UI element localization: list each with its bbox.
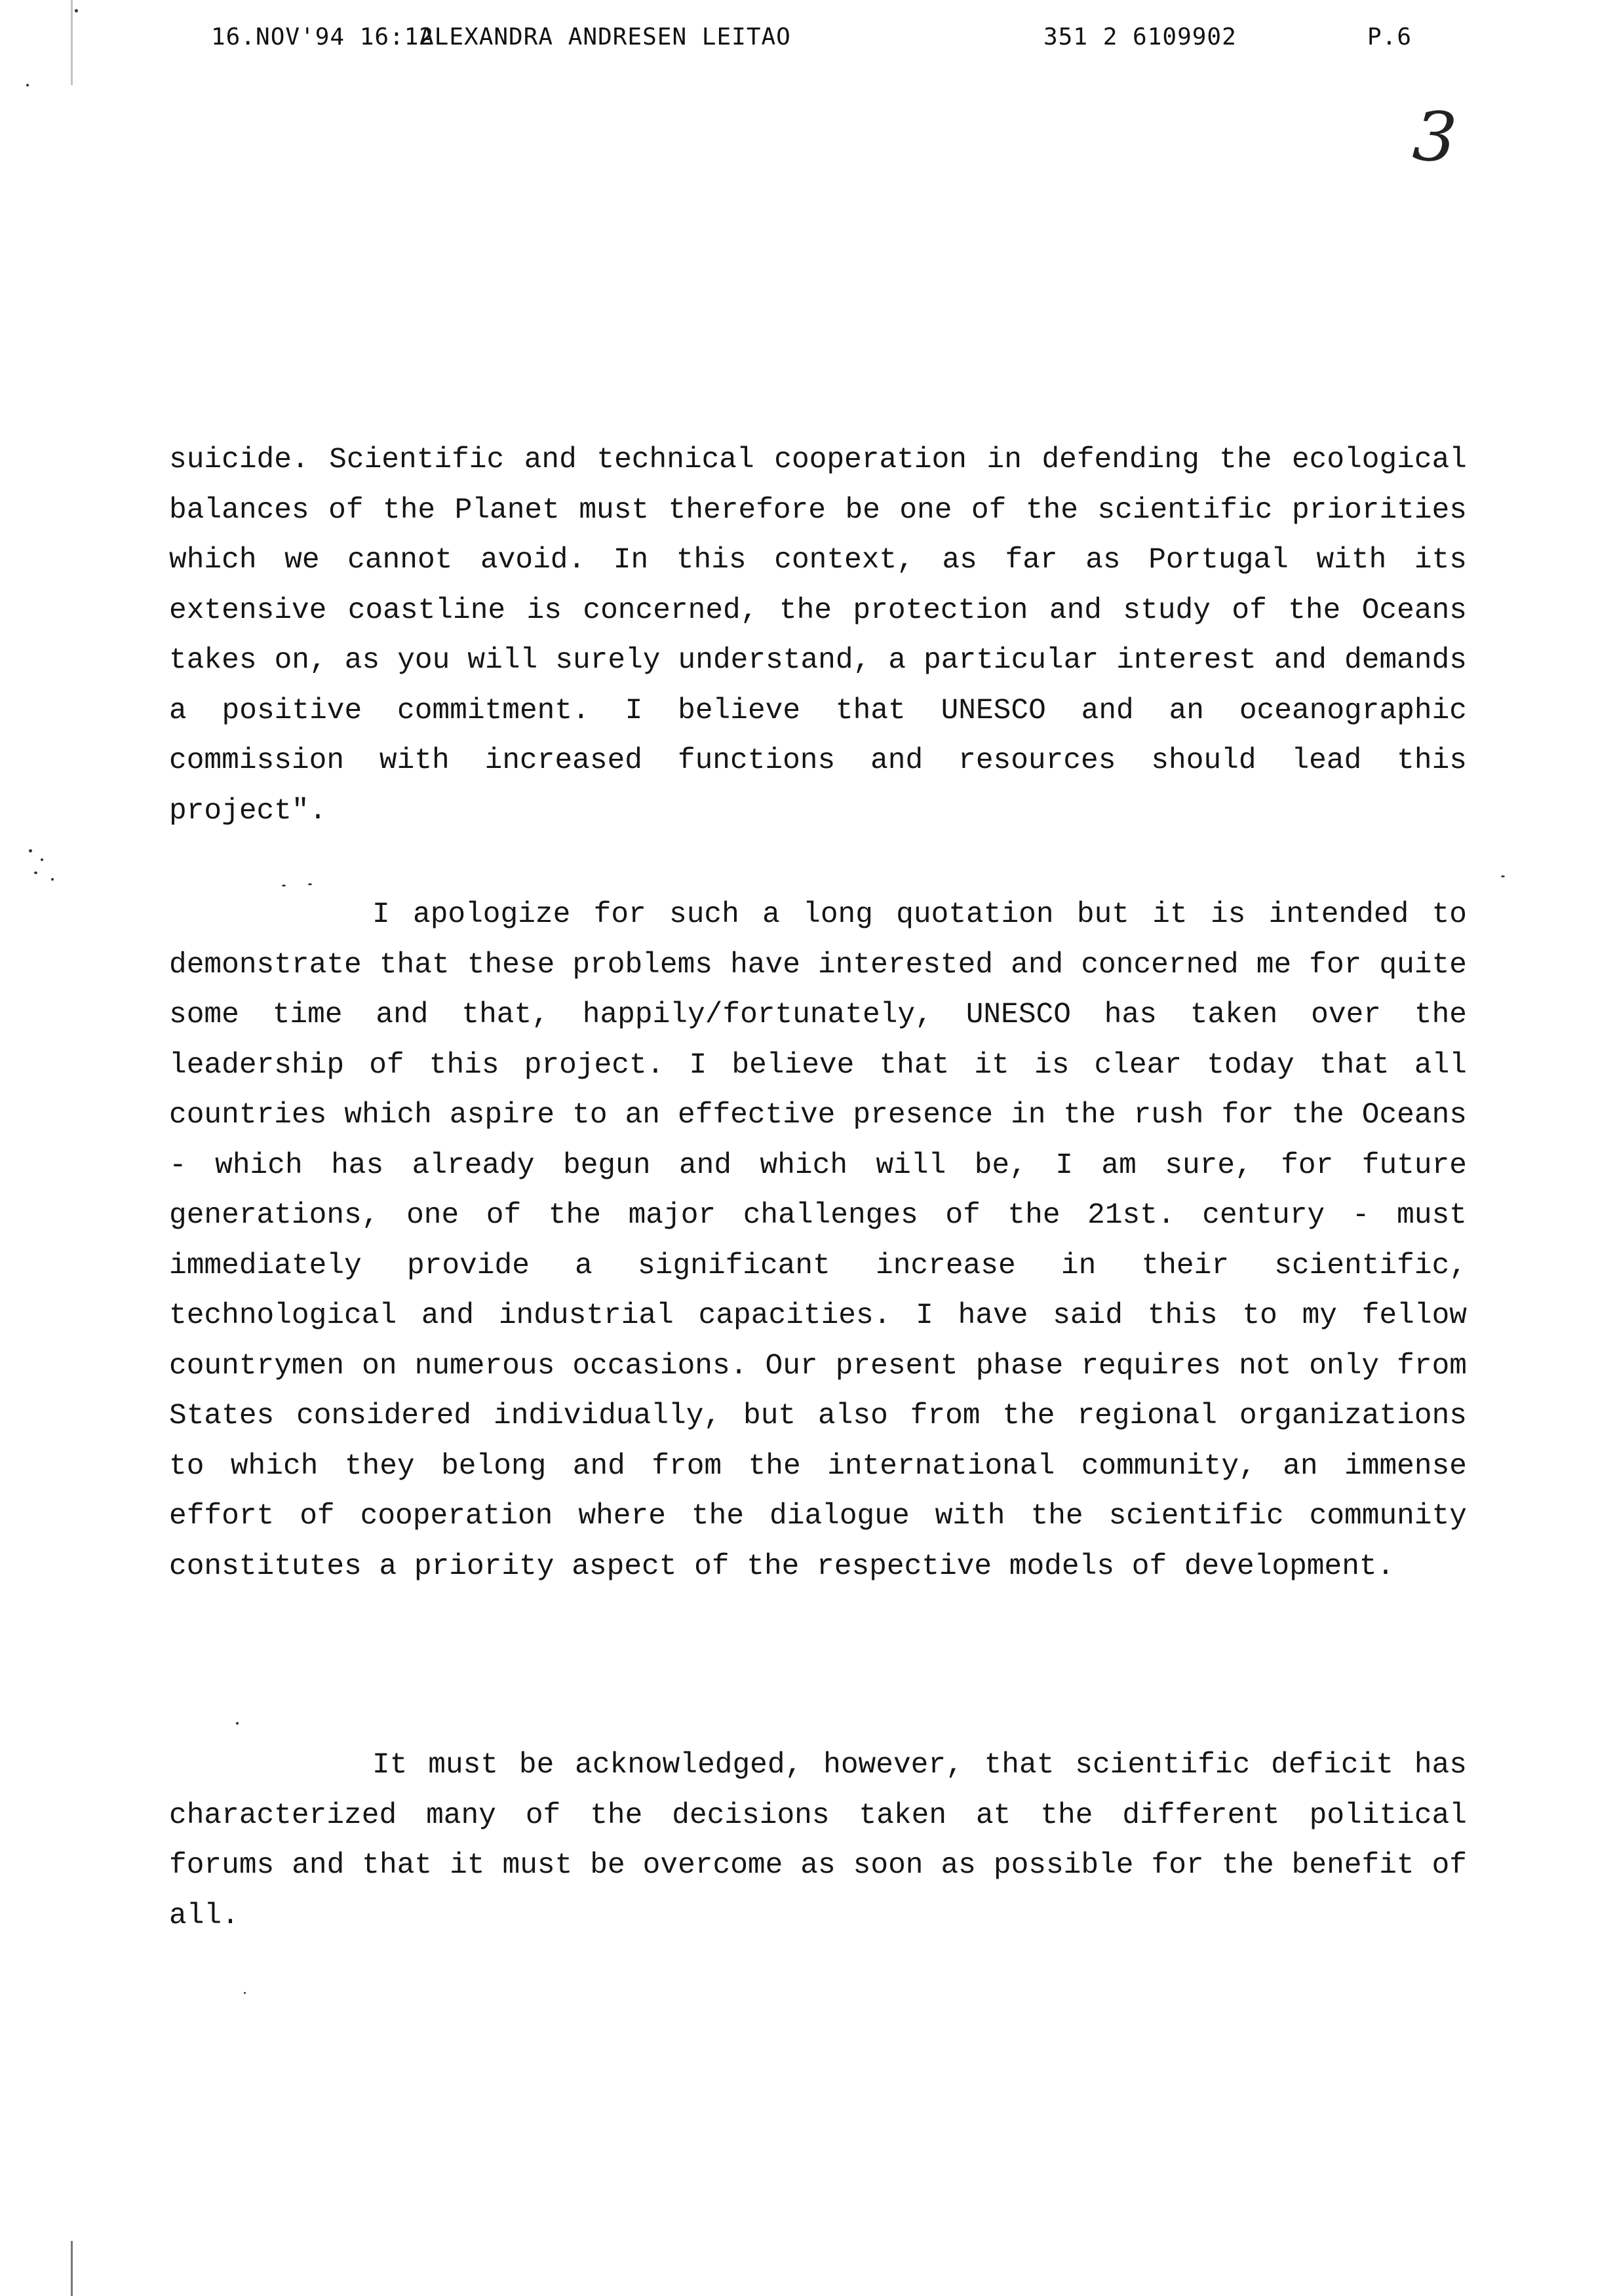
fax-header-page: P.6 bbox=[1367, 24, 1412, 50]
scan-speck bbox=[34, 871, 37, 874]
scan-speck bbox=[41, 858, 43, 861]
fax-header bbox=[0, 24, 1615, 60]
fax-header-phone: 351 2 6109902 bbox=[1043, 24, 1237, 50]
scan-speck bbox=[1501, 875, 1505, 877]
scan-edge-line-bottom bbox=[71, 2241, 73, 2296]
scan-speck bbox=[236, 1722, 239, 1725]
paragraph-text: I apologize for such a long quotation but it is intended to demonstrate that these problems have interested and concerned me for quite some time and that, happily/fortunately, UNESCO has taken over the leadership of this project. I believe that it is clear today that all countries which aspire to an effective presence in the rush for the Oceans - which has already begun and which will be, I am sure, for future generations, one of the major challenges of the 21st. century - must immediately provide a significant increase in their scientific, technological and industrial capacities. I have said this to my fellow countrymen on numerous occasions. Our present phase requires not only from States considered individually, but also from the regional organizations to which they belong and from the international community, an immense effort of cooperation where the dialogue with the scientific community constitutes a priority aspect of the respective models of development. bbox=[169, 898, 1467, 1583]
fax-header-datetime: 16.NOV'94 16:12 bbox=[211, 24, 435, 50]
fax-header-sender: ALEXANDRA ANDRESEN LEITAO bbox=[419, 24, 791, 50]
scan-speck bbox=[308, 883, 312, 885]
paragraph-text: It must be acknowledged, however, that scientific deficit has characterized many of the decisions taken at the different political forums and that it must be overcome as soon as possible for the benefit of all. bbox=[169, 1749, 1467, 1932]
handwritten-page-number: 3 bbox=[1410, 95, 1460, 179]
scan-edge-line-top bbox=[71, 0, 73, 85]
letter-paragraph-3 bbox=[169, 1740, 1467, 1941]
scan-speck bbox=[244, 1992, 246, 1994]
scan-speck bbox=[75, 9, 78, 12]
scan-speck bbox=[29, 849, 32, 852]
paragraph-text: suicide. Scientific and technical cooperation in defending the ecological balances of the Planet must therefore be one of the scientific priorities which we cannot avoid. In this context, as far as Portugal with its extensive coastline is concerned, the protection and study of the Oceans takes on, as you will surely understand, a particular interest and demands a positive commitment. I believe that UNESCO and an oceanographic commission with increased functions and resources should lead this project". bbox=[169, 444, 1467, 828]
scan-speck bbox=[282, 885, 286, 887]
letter-paragraph-1 bbox=[169, 435, 1467, 836]
scan-speck bbox=[51, 878, 54, 881]
letter-paragraph-2 bbox=[169, 890, 1467, 1592]
scan-speck bbox=[26, 84, 29, 86]
